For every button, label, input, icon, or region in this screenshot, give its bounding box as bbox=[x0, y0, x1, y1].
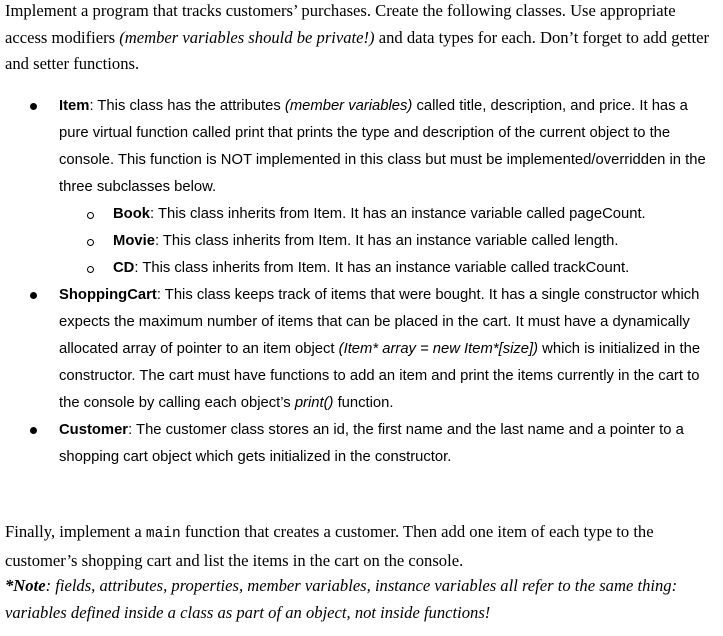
list-item-item bbox=[0, 93, 723, 282]
cd-description: : This class inherits from Item. It has an instance variable called trackCount. bbox=[134, 260, 630, 276]
closing-text: Finally, implement a bbox=[5, 522, 146, 541]
circle-bullet-icon bbox=[87, 212, 94, 219]
intro-text-end: and data types for each. Don’t forget to add getter and setter functions. bbox=[5, 27, 709, 73]
book-description: : This class inherits from Item. It has an instance variable called pageCount. bbox=[150, 206, 646, 222]
note-paragraph bbox=[5, 573, 721, 626]
subclass-list bbox=[59, 201, 715, 282]
movie-description: : This class inherits from Item. It has an instance variable called length. bbox=[154, 233, 619, 249]
list-item-cd bbox=[59, 255, 715, 282]
class-list bbox=[0, 93, 723, 471]
bullet-icon bbox=[30, 292, 37, 299]
cart-array-code: (Item* array = new Item*[size]) bbox=[338, 341, 539, 357]
class-name-customer: Customer bbox=[59, 422, 129, 438]
class-name-shopping-cart: ShoppingCart bbox=[59, 287, 157, 303]
intro-paragraph bbox=[5, 0, 721, 78]
cart-description-end: function. bbox=[333, 395, 394, 411]
customer-description: : The customer class stores an id, the first name and the last name and a pointer to a shopping cart object which gets initialized in the constructor. bbox=[59, 422, 684, 465]
note-text: : fields, attributes, properties, member variables, instance variables all refer to the same thing: variables defined inside a class as part of an object, not inside functions! bbox=[5, 576, 678, 622]
intro-text: Implement a program that tracks customers’ purchases. Create the following classes. Use appropriate access modifiers bbox=[5, 1, 676, 47]
item-description-italic: (member variables) bbox=[284, 98, 413, 114]
class-name-cd: CD bbox=[113, 260, 135, 276]
closing-text-end: function that creates a customer. Then add one item of each type to the customer’s shopping cart and list the items in the cart on the console. bbox=[5, 522, 654, 570]
list-item-customer bbox=[0, 417, 723, 471]
class-name-movie: Movie bbox=[113, 233, 155, 249]
list-item-movie bbox=[59, 228, 715, 255]
note-label: *Note bbox=[5, 576, 46, 595]
circle-bullet-icon bbox=[87, 239, 94, 246]
bullet-icon bbox=[30, 427, 37, 434]
circle-bullet-icon bbox=[87, 266, 94, 273]
cart-description-mid: which is initialized in the constructor. The cart must have functions to add an item and print the items currently in the cart to the console by calling each object’s bbox=[59, 341, 701, 411]
bullet-icon bbox=[30, 103, 37, 110]
intro-private-note: (member variables should be private!) bbox=[119, 27, 375, 47]
class-name-item: Item bbox=[59, 98, 90, 114]
closing-paragraph bbox=[5, 519, 721, 574]
item-description: : This class has the attributes bbox=[89, 98, 285, 114]
cart-description: : This class keeps track of items that were bought. It has a single constructor which expects the maximum number of items that can be placed in the cart. It must have a dynamically allocated array of pointer to an item object bbox=[59, 287, 700, 357]
class-name-book: Book bbox=[113, 206, 150, 222]
cart-print-call: print() bbox=[294, 395, 334, 411]
list-item-book bbox=[59, 201, 715, 228]
list-item-shopping-cart bbox=[0, 282, 723, 417]
main-code: main bbox=[145, 526, 181, 542]
item-description-end: called title, description, and price. It has a pure virtual function called print that prints the type and description of the current object to the console. This function is NOT implemented in this class but must be implemented/overridden in the three subclasses below. bbox=[59, 98, 706, 195]
